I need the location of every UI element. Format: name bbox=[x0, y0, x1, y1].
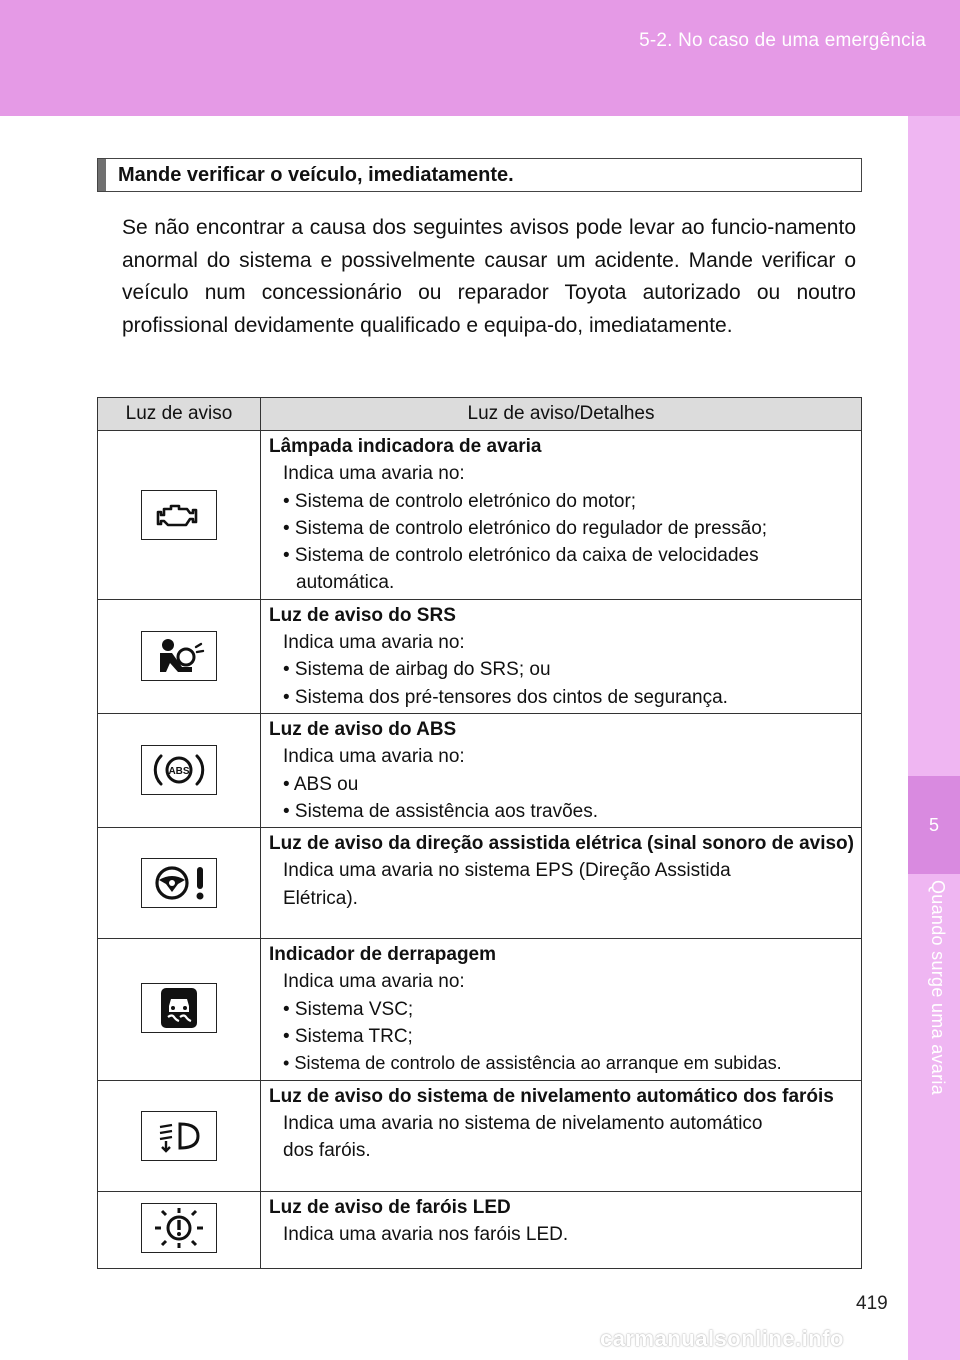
heading-accent-bar bbox=[98, 159, 106, 191]
table-row bbox=[98, 1080, 862, 1191]
section-heading-box bbox=[97, 158, 862, 192]
warning-title: Luz de aviso do SRS bbox=[269, 604, 456, 626]
bullet-item: • Sistema de controlo eletrónico do regulador de pressão; bbox=[283, 517, 768, 539]
headlight-leveling-icon bbox=[141, 1111, 217, 1161]
column-header-light: Luz de aviso bbox=[98, 398, 261, 431]
detail-line: Indica uma avaria no: bbox=[283, 746, 465, 768]
warning-details-cell bbox=[261, 599, 862, 713]
warning-light-cell bbox=[98, 828, 261, 939]
watermark: carmanualsonline.info bbox=[600, 1326, 844, 1351]
warning-details-cell bbox=[261, 1191, 862, 1268]
warning-title: Indicador de derrapagem bbox=[269, 944, 497, 966]
bullet-item: • Sistema de controlo de assistência ao arranque em subidas. bbox=[283, 1053, 782, 1074]
table-row bbox=[98, 939, 862, 1080]
warning-title: Luz de aviso do sistema de nivelamento automático dos faróis bbox=[269, 1085, 834, 1107]
warning-details-cell bbox=[261, 939, 862, 1080]
warning-title: Lâmpada indicadora de avaria bbox=[269, 436, 542, 457]
skid-indicator-icon bbox=[141, 983, 217, 1033]
detail-line: automática. bbox=[296, 572, 395, 594]
table-header-row bbox=[98, 398, 862, 431]
warning-light-cell bbox=[98, 939, 261, 1080]
warning-title: Luz de aviso de faróis LED bbox=[269, 1196, 511, 1218]
warning-light-cell bbox=[98, 431, 261, 600]
table-row bbox=[98, 828, 862, 939]
column-header-details: Luz de aviso/Detalhes bbox=[261, 398, 862, 431]
detail-line: Indica uma avaria nos faróis LED. bbox=[283, 1223, 569, 1245]
led-headlight-warning-icon bbox=[141, 1203, 217, 1253]
engine-check-icon bbox=[141, 490, 217, 540]
table-row bbox=[98, 1191, 862, 1268]
bullet-item: • Sistema TRC; bbox=[283, 1026, 413, 1048]
steering-warning-icon bbox=[141, 858, 217, 908]
warning-details-cell bbox=[261, 1080, 862, 1191]
bullet-item: • Sistema dos pré-tensores dos cintos de segurança. bbox=[283, 686, 728, 708]
intro-paragraph: Se não encontrar a causa dos seguintes avisos pode levar ao funcio-namento anormal do sistema e possivelmente causar um acidente. Mande verificar o veículo num concessionário ou reparador Toyota autorizado ou noutro profissional devidamente qualificado e equipa-do, imediatamente. bbox=[122, 216, 856, 337]
table-row bbox=[98, 599, 862, 713]
table-row bbox=[98, 431, 862, 600]
chapter-number-tab[interactable]: 5 bbox=[908, 776, 960, 874]
warning-light-cell bbox=[98, 1080, 261, 1191]
bullet-item: • Sistema de airbag do SRS; ou bbox=[283, 659, 551, 681]
detail-line: dos faróis. bbox=[283, 1140, 371, 1162]
detail-line: Elétrica). bbox=[283, 887, 358, 909]
warning-light-cell bbox=[98, 1191, 261, 1268]
warning-title: Luz de aviso do ABS bbox=[269, 718, 457, 740]
warning-title: Luz de aviso da direção assistida elétrica (sinal sonoro de aviso) bbox=[269, 833, 854, 855]
svg-text:ABS: ABS bbox=[168, 766, 190, 778]
bullet-item: • Sistema VSC; bbox=[283, 998, 414, 1020]
detail-line: Indica uma avaria no: bbox=[283, 632, 465, 654]
bullet-item: • Sistema de assistência aos travões. bbox=[283, 800, 599, 822]
bullet-item: • Sistema de controlo eletrónico da caixa de velocidades bbox=[283, 545, 759, 567]
abs-icon bbox=[141, 745, 217, 795]
warning-details-cell bbox=[261, 713, 862, 827]
section-heading: Mande verificar o veículo, imediatamente. bbox=[118, 163, 514, 186]
detail-line: Indica uma avaria no sistema EPS (Direção Assistida bbox=[283, 860, 731, 882]
page-header-band bbox=[0, 0, 960, 116]
warning-light-cell bbox=[98, 713, 261, 827]
table-row bbox=[98, 713, 862, 827]
chapter-sidebar bbox=[908, 116, 960, 1360]
page-number: 419 bbox=[856, 1293, 888, 1314]
section-label: 5-2. No caso de uma emergência bbox=[639, 30, 926, 51]
chapter-title: Quando surge uma avaria bbox=[928, 880, 948, 1096]
warning-light-cell bbox=[98, 599, 261, 713]
warning-details-cell bbox=[261, 828, 862, 939]
airbag-srs-icon bbox=[141, 631, 217, 681]
bullet-item: • Sistema de controlo eletrónico do motor; bbox=[283, 490, 637, 512]
warning-details-cell bbox=[261, 431, 862, 600]
detail-line: Indica uma avaria no sistema de nivelamento automático bbox=[283, 1112, 763, 1134]
warning-light-table bbox=[97, 397, 862, 1269]
detail-line: Indica uma avaria no: bbox=[283, 463, 465, 485]
bullet-item: • ABS ou bbox=[283, 773, 359, 795]
detail-line: Indica uma avaria no: bbox=[283, 971, 465, 993]
